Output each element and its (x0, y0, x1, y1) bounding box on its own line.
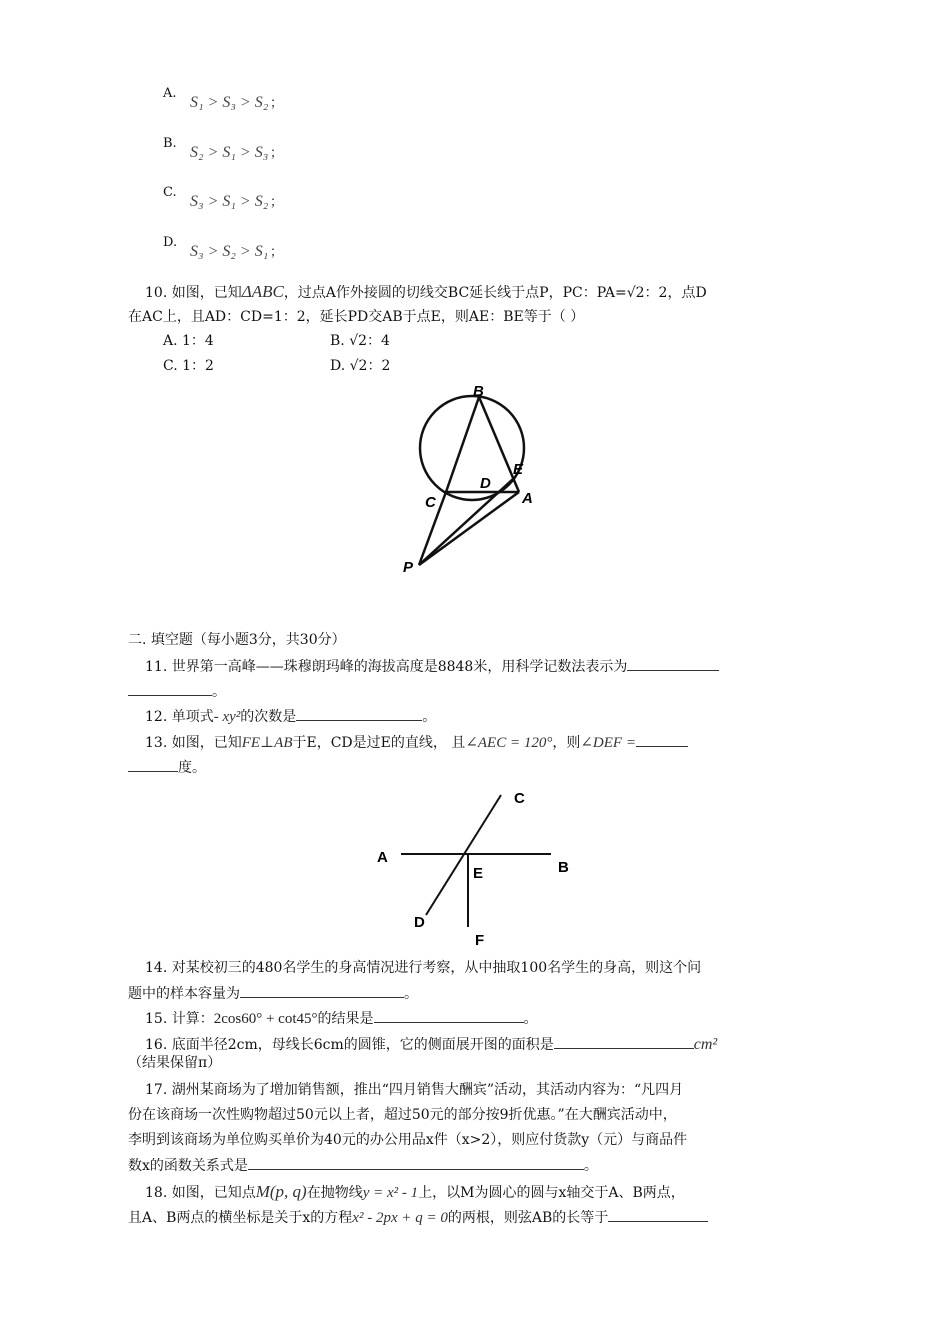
q13-figure (370, 785, 590, 950)
q9-option-a-expr: S₁ > S₃ > S₂ (190, 94, 269, 111)
q9-option-d-end: ； (270, 245, 284, 260)
q16-unit: cm² (693, 1036, 718, 1053)
q9-option-c-end: ； (270, 195, 284, 210)
q17-end: 。 (583, 1158, 598, 1174)
fig13-label-c: C (514, 790, 525, 807)
q18-equation: x² - 2px + q = 0 (352, 1210, 448, 1226)
q12-end: 。 (422, 709, 437, 725)
q9-option-b-label: B. (163, 136, 177, 151)
q10-option-c: C. 1：2 (163, 358, 214, 374)
fig13-label-b: B (558, 859, 569, 876)
q11-end: 。 (212, 684, 226, 700)
q15-line (145, 1008, 538, 1029)
q18-line-1 (145, 1182, 685, 1203)
q15-blank[interactable] (374, 1008, 524, 1023)
q9-option-a-label: A. (163, 86, 177, 101)
fig10-label-a: A (522, 490, 533, 507)
fig10-label-p: P (403, 559, 414, 576)
q17-blank[interactable] (248, 1155, 584, 1170)
q9-option-c-label: C. (163, 185, 177, 200)
q17-line-2: 份在该商场一次性购物超过50元以上者，超过50元的部分按9折优惠。”在大酬宾活动中， (128, 1107, 677, 1123)
q18-point-m: M(p, q) (255, 1182, 307, 1201)
q10-ratio: √2：2 (626, 285, 668, 301)
q10-option-b: B. √2：4 (330, 333, 390, 349)
q13-blank-1[interactable] (636, 732, 688, 747)
q17-line-3: 李明到该商场为单位购买单价为40元的办公用品x件（x>2），则应付货款y（元）与商品件 (128, 1132, 688, 1148)
q11-blank-2[interactable] (128, 681, 212, 696)
q9-option-d-label: D. (163, 235, 178, 250)
q18-blank[interactable] (608, 1207, 708, 1222)
q16-line-2: （结果保留π） (128, 1055, 222, 1071)
q14-text: 题中的样本容量为 (128, 986, 240, 1002)
q13-perpendicular: FE⊥AB (241, 735, 293, 751)
q14-line-2 (128, 983, 418, 1004)
q10-text-b: ，过点A作外接圆的切线交BC延长线于点P，PC：PA= (283, 285, 627, 301)
q10-option-a: A. 1：4 (163, 333, 214, 349)
q12-monomial: - xy² (213, 709, 241, 725)
fig10-label-b: B (473, 383, 484, 400)
q13-text-c: ，则 (552, 735, 581, 751)
q17-line-4 (128, 1155, 598, 1176)
q18-text-e: 的两根，则弦AB的长等于 (447, 1210, 609, 1226)
q10-text-a: 10. 如图，已知 (145, 285, 242, 301)
q16-line-1 (145, 1034, 717, 1055)
fig10-label-d: D (480, 475, 491, 492)
q13-text-b: 于E，CD是过E的直线， 且 (292, 735, 466, 751)
q13-line-2 (128, 757, 206, 778)
q12-text-b: 的次数是 (240, 709, 297, 725)
fig13-label-f: F (475, 932, 485, 949)
q10-option-d: D. √2：2 (330, 358, 391, 374)
fig10-label-e: E (513, 461, 524, 478)
q15-text-b: 的结果是 (317, 1011, 374, 1027)
q13-blank-2[interactable] (128, 757, 178, 772)
q16-text: 16. 底面半径2cm，母线长6cm的圆锥，它的侧面展开图的面积是 (145, 1037, 554, 1053)
q10-triangle-abc: ΔABC (241, 282, 284, 301)
q17-line-1: 17. 湖州某商场为了增加销售额，推出“四月销售大酬宾”活动，其活动内容为：“凡四月 (145, 1082, 684, 1098)
q9-option-d-expr: S₃ > S₂ > S₁ (190, 243, 269, 260)
q18-text-d: 且A、B两点的横坐标是关于x的方程 (128, 1210, 353, 1226)
q18-parabola: y = x² - 1 (362, 1185, 419, 1201)
q10-line-1 (145, 282, 707, 303)
fig13-label-d: D (414, 914, 425, 931)
q13-text-a: 13. 如图，已知 (145, 735, 242, 751)
q11-line-2 (128, 681, 226, 702)
q9-option-a-end: ； (270, 96, 284, 111)
q12-blank[interactable] (296, 706, 422, 721)
q18-text-b: 在抛物线 (306, 1185, 363, 1201)
q11-blank-1[interactable] (627, 656, 719, 671)
q18-text-c: 上，以M为圆心的圆与x轴交于A、B两点， (418, 1185, 685, 1201)
q15-expression: 2cos60° + cot45° (213, 1011, 318, 1027)
fig10-label-c: C (425, 494, 436, 511)
q14-line-1: 14. 对某校初三的480名学生的身高情况进行考察，从中抽取100名学生的身高，则这个问 (145, 960, 702, 976)
q11-line-1 (145, 656, 719, 677)
fig13-label-e: E (473, 865, 484, 882)
section-2-heading: 二. 填空题（每小题3分，共30分） (128, 632, 346, 648)
q14-end: 。 (404, 986, 418, 1002)
q12-text-a: 12. 单项式 (145, 709, 214, 725)
q13-angle-aec: ∠AEC = 120° (465, 735, 553, 751)
q15-text-a: 15. 计算： (145, 1011, 214, 1027)
q16-blank[interactable] (554, 1034, 694, 1049)
q13-end: 度。 (178, 760, 206, 776)
q10-figure (395, 375, 555, 580)
fig13-label-a: A (377, 849, 388, 866)
q9-option-b-end: ； (270, 146, 284, 161)
q13-line-1 (145, 732, 688, 753)
q10-text-d: ，点D (667, 285, 707, 301)
q18-text-a: 18. 如图，已知点 (145, 1185, 256, 1201)
q10-line-2: 在AC上，且AD：CD=1：2，延长PD交AB于点E，则AE：BE等于（ ） (128, 309, 585, 325)
q9-option-b-expr: S₂ > S₁ > S₃ (190, 144, 269, 161)
q18-line-2 (128, 1207, 708, 1228)
q12-line (145, 706, 436, 727)
q15-end: 。 (523, 1011, 538, 1027)
q11-text: 11. 世界第一高峰——珠穆朗玛峰的海拔高度是8848米，用科学记数法表示为 (145, 659, 628, 675)
q14-blank[interactable] (240, 983, 404, 998)
q17-text: 数x的函数关系式是 (128, 1158, 248, 1174)
q9-option-c-expr: S₃ > S₁ > S₂ (190, 193, 269, 210)
q13-angle-def: ∠DEF = (580, 735, 636, 751)
